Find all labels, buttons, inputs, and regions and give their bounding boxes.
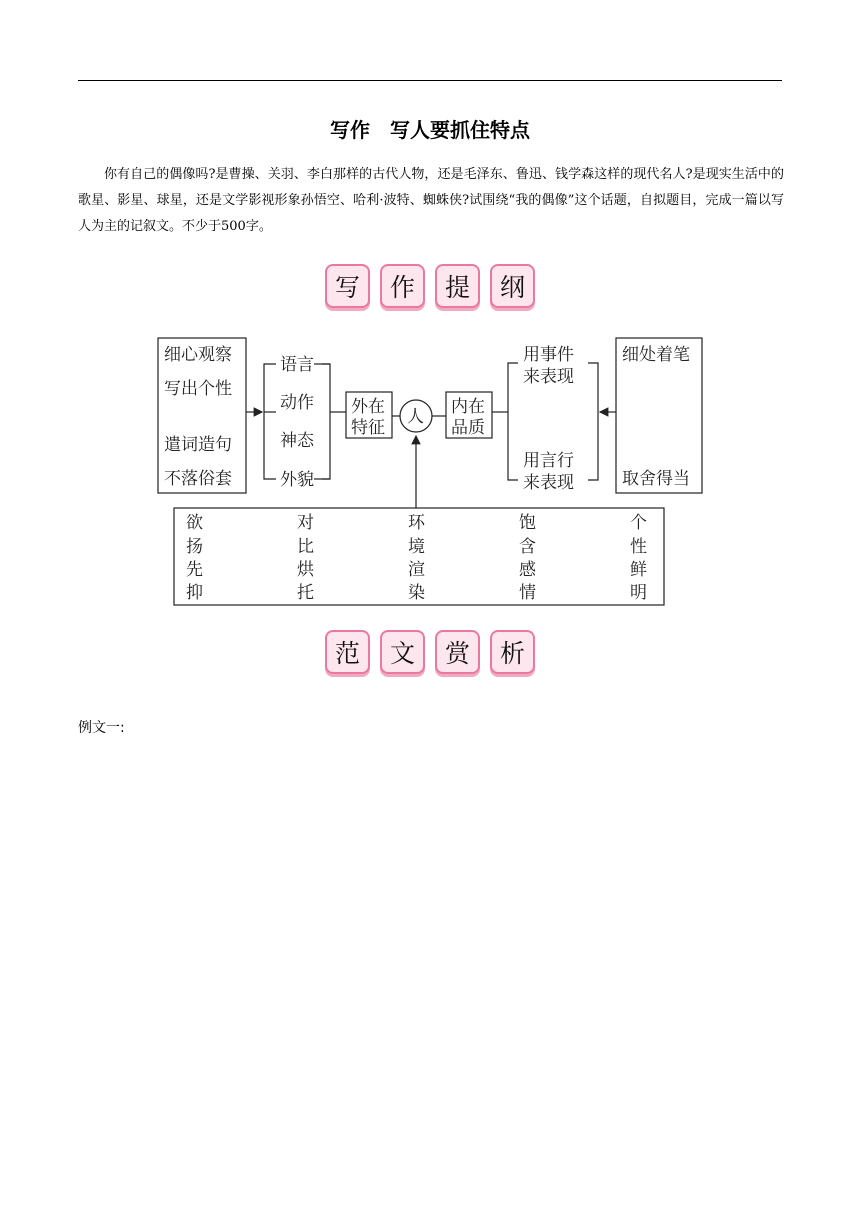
technique-char: 含	[519, 537, 536, 557]
technique-char: 比	[297, 537, 314, 557]
technique-char: 对	[297, 513, 314, 533]
method-item: 来表现	[523, 473, 574, 493]
technique-char: 环	[408, 513, 425, 533]
trait-item: 神态	[280, 431, 314, 451]
technique-char: 明	[630, 583, 647, 603]
banner-tile: 文	[380, 630, 425, 674]
outer-feature-text: 外在	[351, 397, 385, 417]
technique-char: 先	[186, 560, 203, 580]
example-label: 例文一:	[78, 720, 125, 736]
inner-quality-text: 内在	[451, 397, 485, 417]
left-box-line: 不落俗套	[164, 469, 232, 489]
inner-quality-text: 品质	[451, 418, 485, 438]
trait-item: 语言	[280, 355, 314, 375]
banner-tile: 纲	[490, 264, 535, 308]
banner-tile: 析	[490, 630, 535, 674]
banner-tile: 范	[325, 630, 370, 674]
trait-item: 动作	[280, 393, 314, 413]
banner-tile: 写	[325, 264, 370, 308]
method-item: 用言行	[523, 451, 574, 471]
technique-char: 渲	[408, 560, 425, 580]
technique-char: 托	[297, 583, 314, 603]
bottom-technique-columns	[186, 513, 647, 603]
center-label: 人	[407, 407, 424, 427]
technique-char: 感	[519, 560, 536, 580]
prompt-paragraph: 你有自己的偶像吗?是曹操、关羽、李白那样的古代人物，还是毛泽东、鲁迅、钱学森这样的现代名人?是现实生活中的歌星、影星、球星，还是文学影视形象孙悟空、哈利·波特、蜘蛛侠?试围绕“我的偶像”这个话题，自拟题目，完成一篇以写人为主的记叙文。不少于500字。	[78, 167, 784, 234]
method-item: 来表现	[523, 367, 574, 387]
left-box-line: 写出个性	[164, 379, 232, 399]
page-title: 写作 写人要抓住特点	[330, 118, 530, 142]
trait-item: 外貌	[280, 470, 314, 490]
technique-char: 扬	[186, 537, 203, 557]
banner-tile: 提	[435, 264, 480, 308]
banner-tile: 赏	[435, 630, 480, 674]
technique-char: 情	[519, 583, 536, 603]
left-box-line: 细心观察	[164, 345, 232, 365]
technique-char: 饱	[519, 513, 536, 533]
technique-char: 欲	[186, 513, 203, 533]
technique-char: 鲜	[630, 560, 647, 580]
right-box-line: 取舍得当	[622, 469, 690, 489]
left-bracket	[264, 364, 276, 479]
right-bracket	[508, 363, 518, 480]
method-item: 用事件	[523, 345, 574, 365]
banner-tile: 作	[380, 264, 425, 308]
right-box-line: 细处着笔	[622, 345, 690, 365]
technique-char: 个	[630, 513, 647, 533]
technique-char: 抑	[186, 583, 203, 603]
technique-char: 境	[408, 537, 425, 557]
technique-char: 烘	[297, 560, 314, 580]
technique-char: 性	[630, 537, 647, 557]
technique-char: 染	[408, 583, 425, 603]
left-box-line: 遣词造句	[164, 435, 232, 455]
analysis-banner	[0, 630, 860, 674]
outer-feature-text: 特征	[351, 418, 385, 438]
